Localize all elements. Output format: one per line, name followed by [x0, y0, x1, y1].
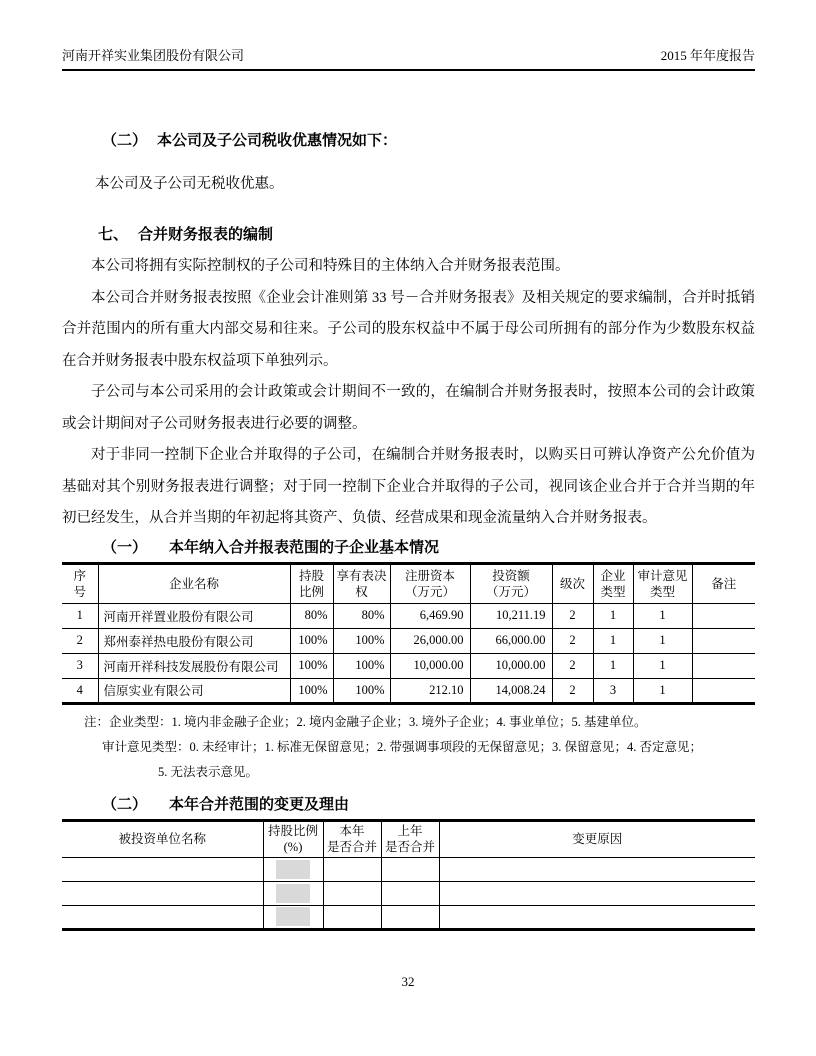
cell-audit-opinion: 1	[633, 678, 692, 703]
tax-section-heading	[102, 130, 755, 151]
subsidiaries-table	[62, 562, 755, 705]
form-field-placeholder	[276, 884, 310, 903]
cell-registered-capital: 26,000.00	[390, 628, 470, 653]
cell-audit-opinion: 1	[633, 653, 692, 678]
cell-investment: 10,211.19	[470, 603, 552, 628]
cell-shareholding: 100%	[290, 653, 333, 678]
paragraph: 子公司与本公司采用的会计政策或会计期间不一致的，在编制合并财务报表时，按照本公司的会计政策或会计期间对子公司财务报表进行必要的调整。	[62, 384, 755, 432]
cell-enterprise-type: 3	[593, 678, 633, 703]
table-row	[62, 678, 755, 703]
empty-table-row	[62, 881, 755, 905]
header-cell-voting-rights: 享有表决 权	[333, 563, 390, 603]
form-field-placeholder	[276, 907, 310, 926]
table-notes	[62, 710, 755, 785]
table-row	[62, 628, 755, 653]
note-line: 审计意见类型：0. 未经审计；1. 标准无保留意见；2. 带强调事项段的无保留意见；3. 保留意见；4. 否定意见；	[102, 739, 703, 754]
cell-shareholding-pct	[263, 857, 323, 881]
cell-investee-name	[62, 881, 263, 905]
cell-consolidated-last-year	[381, 905, 439, 929]
cell-consolidated-this-year	[323, 857, 381, 881]
table-header-row	[62, 563, 755, 603]
cell-enterprise-type: 1	[593, 628, 633, 653]
paragraph: 本公司将拥有实际控制权的子公司和特殊目的主体纳入合并财务报表范围。	[91, 258, 570, 274]
header-report-title: 2015 年年度报告	[660, 48, 755, 63]
cell-consolidated-last-year	[381, 881, 439, 905]
cell-seq: 1	[62, 603, 98, 628]
scope-changes-table	[62, 819, 755, 931]
consolidation-section-title: 合并财务报表的编制	[138, 225, 274, 243]
header-cell-shareholding-pct: 持股比例 (%)	[263, 820, 323, 857]
running-header	[62, 0, 755, 71]
cell-remarks	[692, 653, 755, 678]
tax-section-number: （二）	[102, 131, 148, 149]
cell-seq: 2	[62, 628, 98, 653]
header-cell-remarks: 备注	[692, 563, 755, 603]
cell-level: 2	[552, 653, 593, 678]
header-cell-company: 企业名称	[98, 563, 290, 603]
scope-changes-heading-number: （二）	[102, 794, 148, 813]
empty-table-row	[62, 905, 755, 929]
scope-changes-heading-title: 本年合并范围的变更及理由	[169, 794, 350, 813]
header-cell-change-reason: 变更原因	[439, 820, 755, 857]
cell-investee-name	[62, 857, 263, 881]
empty-table-row	[62, 857, 755, 881]
table-row	[62, 603, 755, 628]
form-field-placeholder	[276, 860, 310, 879]
consolidation-section-heading	[98, 224, 755, 245]
cell-investment: 14,008.24	[470, 678, 552, 703]
cell-investee-name	[62, 905, 263, 929]
cell-level: 2	[552, 603, 593, 628]
cell-remarks	[692, 603, 755, 628]
cell-enterprise-type: 1	[593, 603, 633, 628]
cell-level: 2	[552, 678, 593, 703]
header-company-name: 河南开祥实业集团股份有限公司	[62, 48, 245, 63]
cell-change-reason	[439, 905, 755, 929]
cell-company: 郑州泰祥热电股份有限公司	[98, 628, 290, 653]
cell-investment: 66,000.00	[470, 628, 552, 653]
cell-registered-capital: 10,000.00	[390, 653, 470, 678]
header-cell-investment: 投资额 （万元）	[470, 563, 552, 603]
paragraph: 本公司合并财务报表按照《企业会计准则第 33 号－合并财务报表》及相关规定的要求编制，合并时抵销合并范围内的所有重大内部交易和往来。子公司的股东权益中不属于母公司所拥有的部分作为少数股东权益在合并财务报表中股东权益项下单独列示。	[62, 289, 755, 369]
header-cell-enterprise-type: 企业 类型	[593, 563, 633, 603]
header-cell-consolidated-this-year: 本年 是否合并	[323, 820, 381, 857]
subsidiaries-heading	[102, 537, 755, 558]
cell-audit-opinion: 1	[633, 603, 692, 628]
cell-registered-capital: 6,469.90	[390, 603, 470, 628]
scope-changes-heading	[102, 794, 755, 815]
paragraph: 对于非同一控制下企业合并取得的子公司，在编制合并财务报表时，以购买日可辨认净资产公允价值为基础对其个别财务报表进行调整；对于同一控制下企业合并取得的子公司，视同该企业合并于合并当期的年初已经发生，从合并当期的年初起将其资产、负债、经营成果和现金流量纳入合并财务报表。	[62, 447, 755, 526]
cell-shareholding-pct	[263, 881, 323, 905]
tax-section-title: 本公司及子公司税收优惠情况如下：	[157, 131, 398, 149]
header-cell-level: 级次	[552, 563, 593, 603]
cell-investment: 10,000.00	[470, 653, 552, 678]
cell-voting-rights: 100%	[333, 678, 390, 703]
table-row	[62, 653, 755, 678]
header-cell-consolidated-last-year: 上年 是否合并	[381, 820, 439, 857]
header-cell-registered-capital: 注册资本 （万元）	[390, 563, 470, 603]
header-cell-shareholding: 持股 比例	[290, 563, 333, 603]
cell-change-reason	[439, 881, 755, 905]
cell-consolidated-this-year	[323, 881, 381, 905]
subsidiaries-heading-title: 本年纳入合并报表范围的子企业基本情况	[169, 537, 440, 556]
header-cell-audit-opinion: 审计意见 类型	[633, 563, 692, 603]
table-header-row	[62, 820, 755, 857]
cell-seq: 3	[62, 653, 98, 678]
tax-section-body: 本公司及子公司无税收优惠。	[95, 176, 284, 192]
cell-remarks	[692, 628, 755, 653]
cell-consolidated-this-year	[323, 905, 381, 929]
cell-company: 信原实业有限公司	[98, 678, 290, 703]
cell-company: 河南开祥置业股份有限公司	[98, 603, 290, 628]
subsidiaries-heading-number: （一）	[102, 537, 148, 556]
cell-shareholding: 80%	[290, 603, 333, 628]
page-number: 32	[401, 974, 415, 989]
cell-consolidated-last-year	[381, 857, 439, 881]
cell-voting-rights: 80%	[333, 603, 390, 628]
cell-registered-capital: 212.10	[390, 678, 470, 703]
cell-level: 2	[552, 628, 593, 653]
cell-change-reason	[439, 857, 755, 881]
cell-shareholding: 100%	[290, 678, 333, 703]
cell-voting-rights: 100%	[333, 628, 390, 653]
cell-shareholding-pct	[263, 905, 323, 929]
cell-enterprise-type: 1	[593, 653, 633, 678]
cell-audit-opinion: 1	[633, 628, 692, 653]
cell-company: 河南开祥科技发展股份有限公司	[98, 653, 290, 678]
cell-shareholding: 100%	[290, 628, 333, 653]
header-cell-seq: 序 号	[62, 563, 98, 603]
header-cell-investee-name: 被投资单位名称	[62, 820, 263, 857]
consolidation-paragraphs	[62, 251, 755, 535]
note-line: 注：企业类型：1. 境内非金融子企业；2. 境内金融子企业；3. 境外子企业；4. 事业单位；5. 基建单位。	[84, 714, 647, 729]
note-line: 5. 无法表示意见。	[158, 764, 259, 779]
cell-seq: 4	[62, 678, 98, 703]
consolidation-section-number: 七、	[98, 225, 129, 243]
cell-voting-rights: 100%	[333, 653, 390, 678]
cell-remarks	[692, 678, 755, 703]
